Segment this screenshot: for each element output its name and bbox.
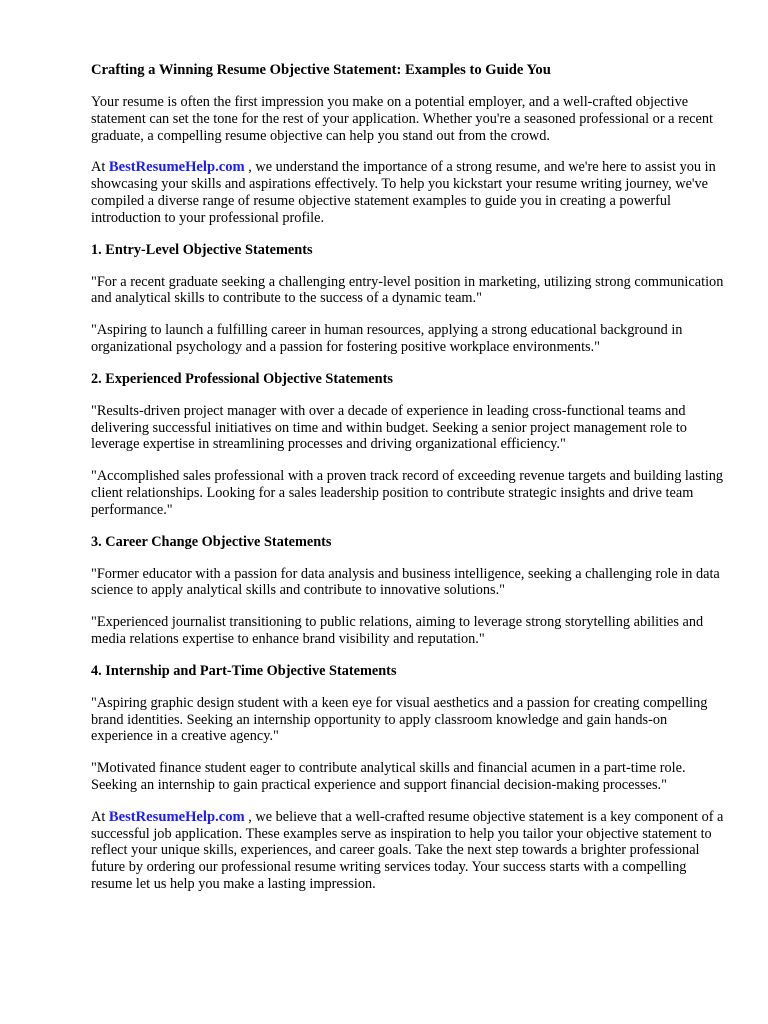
about-paragraph [91, 159, 731, 226]
document-page [91, 62, 731, 908]
bestresumehelp-link[interactable]: BestResumeHelp.com [108, 159, 245, 176]
example-experienced-1: "Results-driven project manager with over a decade of experience in leading cross-functional teams and delivering successful initiatives on time and within budget. Seeking a senior project management role to leverage expertise in streamlining processes and driving organizational efficiency." [91, 402, 687, 453]
example-experienced-2: "Accomplished sales professional with a proven track record of exceeding revenue targets and building lasting client relationships. Looking for a sales leadership position to contribute strategic insights and drive team performance." [91, 468, 724, 518]
section-heading-career-change: 3. Career Change Objective Statements [91, 533, 332, 550]
example-internship-1: "Aspiring graphic design student with a keen eye for visual aesthetics and a passion for creating compelling brand identities. Seeking an internship opportunity to apply classroom knowledge and gain hands-on experience in a creative agency." [91, 694, 708, 745]
section-heading-entry-level: 1. Entry-Level Objective Statements [91, 241, 313, 258]
section-heading-internship: 4. Internship and Part-Time Objective Statements [91, 662, 397, 679]
closing-prefix: At [91, 808, 109, 825]
intro-paragraph: Your resume is often the first impression you make on a potential employer, and a well-crafted objective statement can set the tone for the rest of your application. Whether you're a seasoned professional or a recent graduate, a compelling resume objective can help you stand out from the crowd. [91, 94, 714, 144]
about-text: , we understand the importance of a strong resume, and we're here to assist you in showcasing your skills and aspirations effectively. To help you kickstart your resume writing journey, we've compiled a diverse range of resume objective statement examples to guide you in creating a powerful introduction to your professional profile. [91, 159, 716, 226]
closing-paragraph [91, 809, 731, 893]
closing-text: , we believe that a well-crafted resume objective statement is a key component of a successful job application. These examples serve as inspiration to help you tailor your objective statement to reflect your unique skills, experiences, and career goals. Take the next step towards a brighter professional future by ordering our professional resume writing services today. Your success starts with a compelling resume let us help you make a lasting impression. [91, 808, 724, 892]
example-internship-2: "Motivated finance student eager to contribute analytical skills and financial acumen in a part-time role. Seeking an internship to gain practical experience and support financial decision-making processes." [91, 760, 686, 793]
document-title: Crafting a Winning Resume Objective Statement: Examples to Guide You [91, 62, 551, 78]
example-career-change-1: "Former educator with a passion for data analysis and business intelligence, seeking a challenging role in data science to apply analytical skills and contribute to innovative solutions." [91, 565, 720, 599]
bestresumehelp-link-closing[interactable]: BestResumeHelp.com [108, 808, 245, 825]
about-prefix: At [91, 159, 109, 176]
example-entry-level-1: "For a recent graduate seeking a challenging entry-level position in marketing, utilizing strong communication and analytical skills to contribute to the success of a dynamic team." [91, 273, 724, 307]
example-entry-level-2: "Aspiring to launch a fulfilling career in human resources, applying a strong educational background in organizational psychology and a passion for fostering positive workplace environments." [91, 322, 683, 355]
example-career-change-2: "Experienced journalist transitioning to public relations, aiming to leverage strong storytelling abilities and media relations expertise to enhance brand visibility and reputation." [91, 614, 704, 647]
section-heading-experienced: 2. Experienced Professional Objective Statements [91, 370, 393, 387]
